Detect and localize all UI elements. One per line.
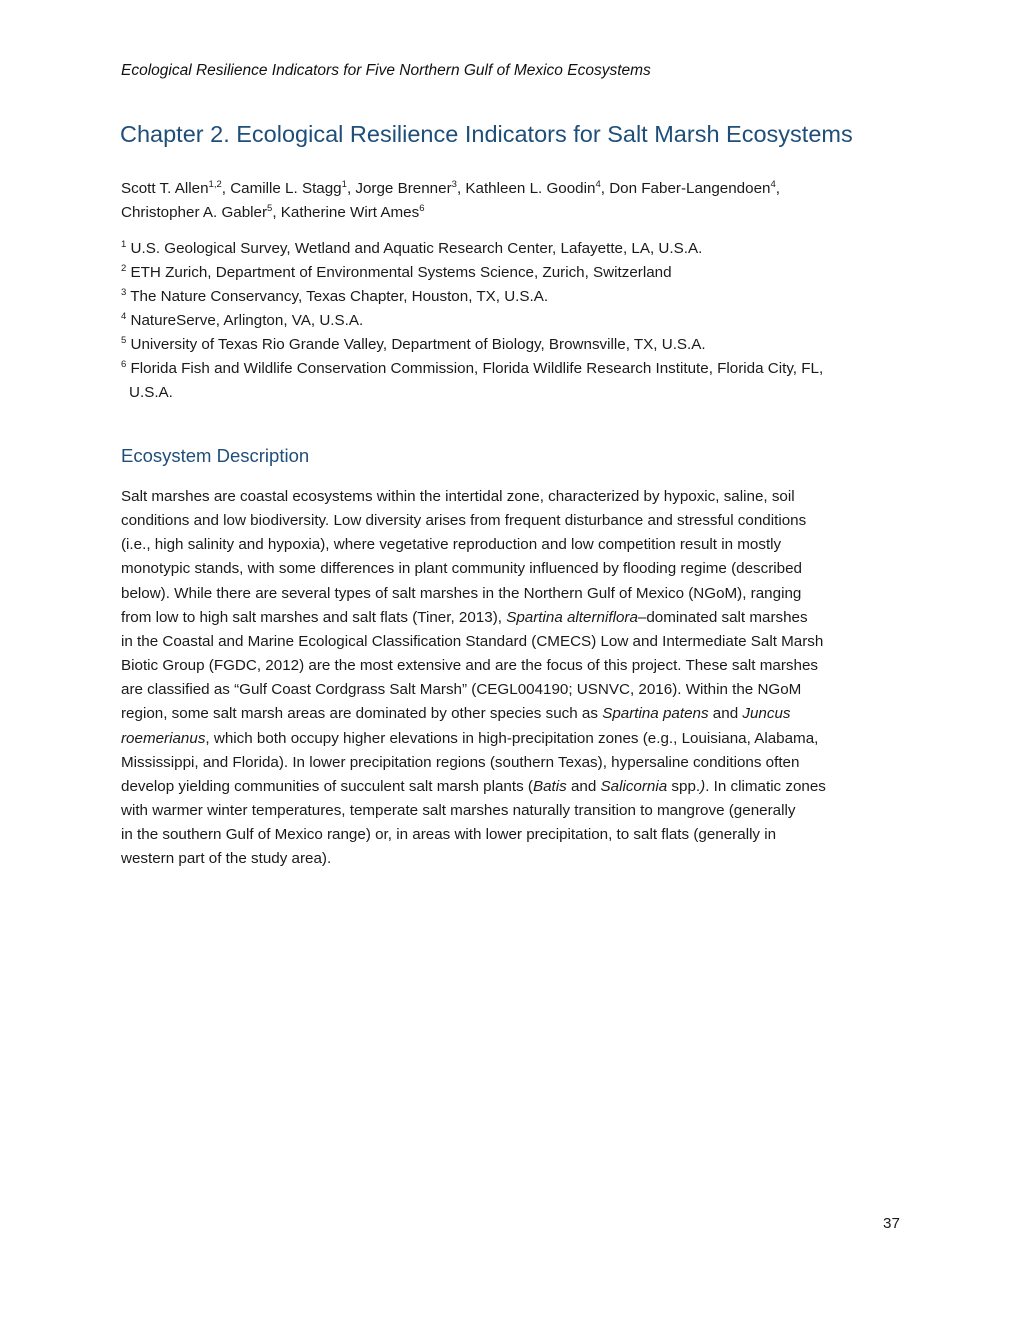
affiliation-item [121, 237, 911, 261]
paragraph-line [121, 485, 911, 509]
italic-term: roemerianus [121, 729, 206, 747]
affiliation-number: 3 [121, 286, 127, 298]
author-list: Scott T. Allen$^{1,2}$, Camille L. Stagg$^1$, Jorge Brenner$^3$, Kathleen L. Goodin$^4$, Don Faber-Langendoen$^4$, Christopher A. Gabler$^5$, Katherine Wirt Ames$^6$ [121, 178, 780, 221]
italic-term: Spartina patens [602, 705, 709, 723]
paragraph-line [121, 727, 911, 751]
author-name: Scott T. Allen [121, 180, 209, 197]
affiliation-text: U.S. Geological Survey, Wetland and Aquatic Research Center, Lafayette, LA, U.S.A. [126, 240, 703, 257]
affiliation-item [121, 261, 911, 285]
text-run: Mississippi, and Florida). In lower precipitation regions (southern Texas), hypersaline conditions often [121, 753, 800, 771]
affiliation-item [121, 309, 911, 333]
text-run: and [566, 777, 601, 795]
author-affil-sup: 3 [451, 178, 457, 190]
text-run: western part of the study area). [121, 850, 332, 868]
text-run: in the Coastal and Marine Ecological Classification Standard (CMECS) Low and Intermediate Salt Marsh [121, 632, 824, 650]
affiliation-number: 6 [121, 358, 127, 370]
paragraph-line [121, 654, 911, 678]
affiliation-item [121, 285, 911, 309]
affiliation-number: 2 [121, 262, 127, 274]
affiliation-list [121, 237, 911, 405]
author-affil-sup: 1,2 [208, 178, 222, 190]
paragraph-line [121, 533, 911, 557]
author-affil-sup: 4 [595, 178, 601, 190]
text-run: region, some salt marsh areas are dominated by other species such as [121, 705, 603, 723]
author-name: Don Faber-Langendoen [609, 180, 771, 197]
affiliation-text: ETH Zurich, Department of Environmental Systems Science, Zurich, Switzerland [126, 264, 672, 281]
author-name: Katherine Wirt Ames [280, 204, 420, 221]
author-name: Jorge Brenner [355, 180, 452, 197]
text-run: Salt marshes are coastal ecosystems within the intertidal zone, characterized by hypoxic, saline, soil [121, 488, 795, 505]
italic-term: Salicornia [600, 777, 668, 795]
paragraph-line [121, 582, 911, 606]
paragraph-line [121, 678, 911, 702]
text-run: from low to high salt marshes and salt flats (Tiner, 2013), [121, 608, 507, 626]
paragraph-line [121, 557, 911, 581]
affiliation-item [121, 333, 911, 357]
affiliation-number: 5 [121, 334, 127, 346]
italic-term: ) [700, 777, 706, 795]
paragraph-line [121, 702, 911, 726]
text-run: . In climatic zones [705, 777, 826, 795]
text-run: Biotic Group (FGDC, 2012) are the most extensive and are the focus of this project. These salt marshes [121, 657, 818, 675]
italic-term: Juncus [742, 705, 791, 723]
paragraph-line [121, 606, 911, 630]
paragraph-line [121, 823, 911, 847]
affiliation-number: 1 [121, 238, 127, 250]
text-run: , which both occupy higher elevations in high-precipitation zones (e.g., Louisiana, Alabama, [205, 729, 819, 747]
text-run: monotypic stands, with some differences in plant community influenced by flooding regime (described [121, 560, 802, 578]
page-number: 37 [883, 1215, 900, 1232]
text-run: below). While there are several types of salt marshes in the Northern Gulf of Mexico (NGoM), ranging [121, 584, 802, 602]
italic-term: Batis [532, 777, 567, 795]
running-header: Ecological Resilience Indicators for Five Northern Gulf of Mexico Ecosystems [121, 62, 651, 79]
affiliation-text: NatureServe, Arlington, VA, U.S.A. [126, 312, 364, 329]
paragraph-line [121, 751, 911, 775]
body-paragraph [121, 485, 911, 872]
text-run: (i.e., high salinity and hypoxia), where vegetative reproduction and low competition result in mostly [121, 536, 782, 554]
affiliation-number: 4 [121, 310, 127, 322]
text-run: and [708, 705, 743, 723]
author-name: Camille L. Stagg [230, 180, 342, 197]
paragraph-line [121, 847, 911, 871]
author-affil-sup: 1 [341, 178, 347, 190]
affiliation-item [121, 357, 911, 405]
section-heading: Ecosystem Description [121, 445, 310, 466]
text-run: spp. [667, 777, 701, 795]
affiliation-text-cont: U.S.A. [129, 384, 173, 401]
text-run: –dominated salt marshes [637, 608, 808, 626]
paragraph-line [121, 630, 911, 654]
text-run: in the southern Gulf of Mexico range) or, in areas with lower precipitation, to salt flats (generally in [121, 826, 777, 844]
text-run: are classified as “Gulf Coast Cordgrass Salt Marsh” (CEGL004190; USNVC, 2016). Within the NGoM [121, 681, 802, 699]
text-run: conditions and low biodiversity. Low diversity arises from frequent disturbance and stressful conditions [121, 512, 807, 530]
chapter-title: Chapter 2. Ecological Resilience Indicators for Salt Marsh Ecosystems [120, 121, 853, 147]
author-affil-sup: 6 [419, 202, 425, 214]
paragraph-line [121, 509, 911, 533]
italic-term: Spartina alterniflora [506, 608, 638, 626]
paragraph-line [121, 799, 911, 823]
affiliation-text: The Nature Conservancy, Texas Chapter, Houston, TX, U.S.A. [126, 288, 549, 305]
author-affil-sup: 5 [267, 202, 273, 214]
text-run: develop yielding communities of succulent salt marsh plants ( [121, 777, 533, 795]
author-affil-sup: 4 [770, 178, 776, 190]
author-name: Kathleen L. Goodin [465, 180, 596, 197]
affiliation-text: University of Texas Rio Grande Valley, Department of Biology, Brownsville, TX, U.S.A. [126, 336, 706, 353]
author-name: Christopher A. Gabler [121, 204, 268, 221]
paragraph-line [121, 775, 911, 799]
affiliation-text: Florida Fish and Wildlife Conservation Commission, Florida Wildlife Research Institute, Florida City, FL, [126, 360, 824, 377]
text-run: with warmer winter temperatures, temperate salt marshes naturally transition to mangrove (generally [121, 802, 796, 820]
